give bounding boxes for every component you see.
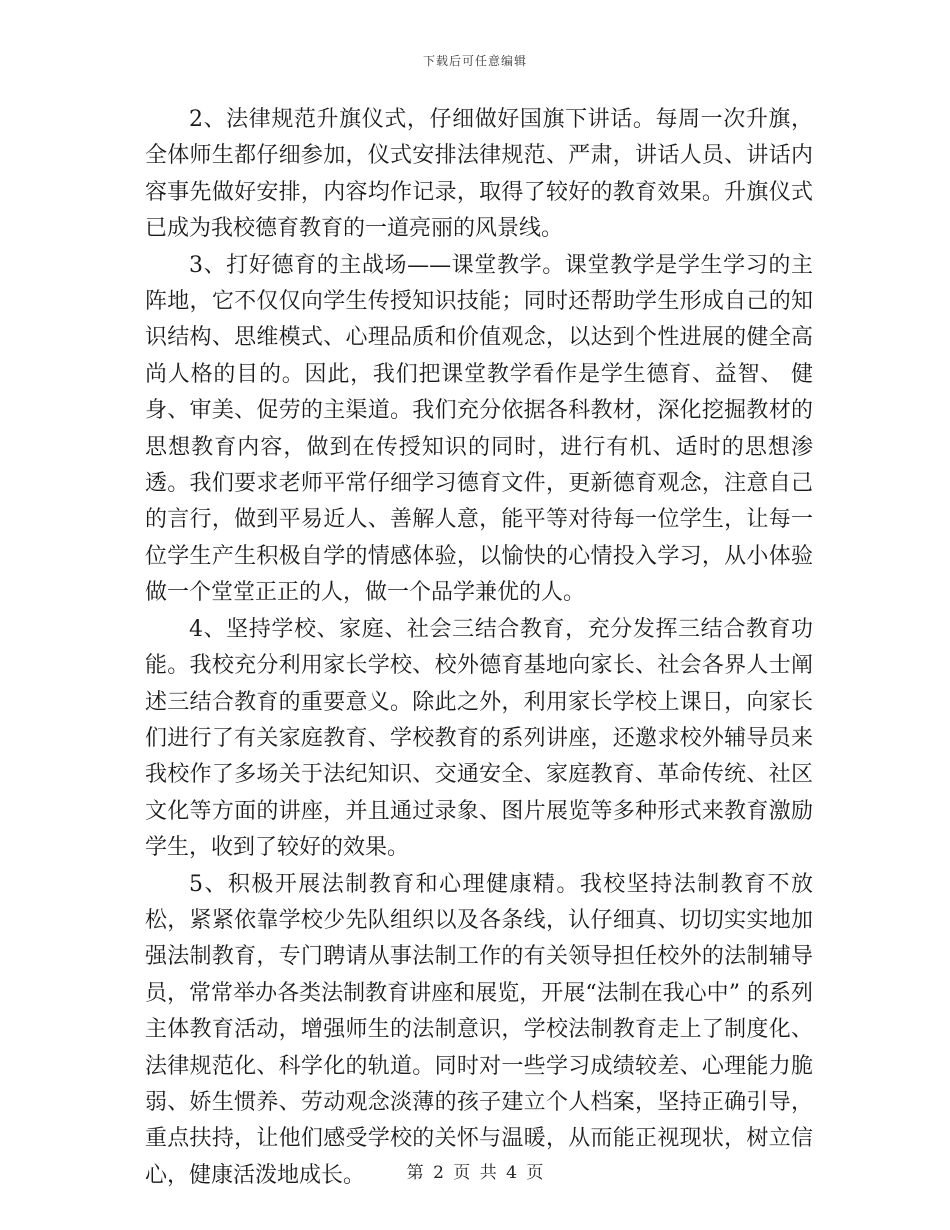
paragraph-item-2: 2、法律规范升旗仪式，仔细做好国旗下讲话。每周一次升旗，全体师生都仔细参加，仪式安排法律规范、严肃，讲话人员、讲话内容事先做好安排，内容均作记录，取得了较好的教育效果。升旗仪式已成为我校德育教育的一道亮丽的风景线。 (145, 107, 813, 242)
document-body (145, 102, 813, 1194)
paragraph-item-5: 5、积极开展法制教育和心理健康精。我校坚持法制教育不放 松，紧紧依靠学校少先队组织以及各条线，认仔细真、切切实实地加强法制教育，专门聘请从事法制工作的有关领导担任校外的法制辅导员，常常举办各类法制教育讲座和展览，开展“法制在我心中” 的系列主体教育活动，增强师生的法制意识，学校法制教育走上了制度化、法律规范化、科学化的轨道。同时对一些学习成绩较差、心理能力脆弱、娇生惯养、劳动观念淡薄的孩子建立个人档案，坚持正确引导，重点扶持，让他们感受学校的关怀与温暖，从而能正视现状，树立信心，健康活泼地成长。 (145, 871, 813, 1188)
page-header-note: 下载后可任意编辑 (422, 54, 527, 68)
paragraph-item-4: 4、坚持学校、家庭、社会三结合教育，充分发挥三结合教育功能。我校充分利用家长学校、校外德育基地向家长、社会各界人士阐述三结合教育的重要意义。除此之外，利用家长学校上课日，向家长们进行了有关家庭教育、学校教育的系列讲座，还邀求校外辅导员来我校作了多场关于法纪知识、交通安全、家庭教育、革命传统、社区文化等方面的讲座，并且通过录象、图片展览等多种形式来教育激励学生，收到了较好的效果。 (145, 616, 813, 861)
paragraph-item-3: 3、打好德育的主战场——课堂教学。课堂教学是学生学习的主阵地，它不仅仅向学生传授知识技能；同时还帮助学生形成自己的知识结构、思维模式、心理品质和价值观念，以达到个性进展的健全高尚人格的目的。因此，我们把课堂教学看作是学生德育、益智、 健身、审美、促劳的主渠道。我们充分依据各科教材，深化挖掘教材的思想教育内容，做到在传授知识的同时，进行有机、适时的思想渗透。我们要求老师平常仔细学习德育文件，更新德育观念，注意自己的言行，做到平易近人、善解人意，能平等对待每一位学生，让每一位学生产生积极自学的情感体验，以愉快的心情投入学习，从小体验做一个堂堂正正的人，做一个品学兼优的人。 (145, 252, 813, 606)
page-number-footer: 第 2 页 共 4 页 (406, 1163, 544, 1183)
